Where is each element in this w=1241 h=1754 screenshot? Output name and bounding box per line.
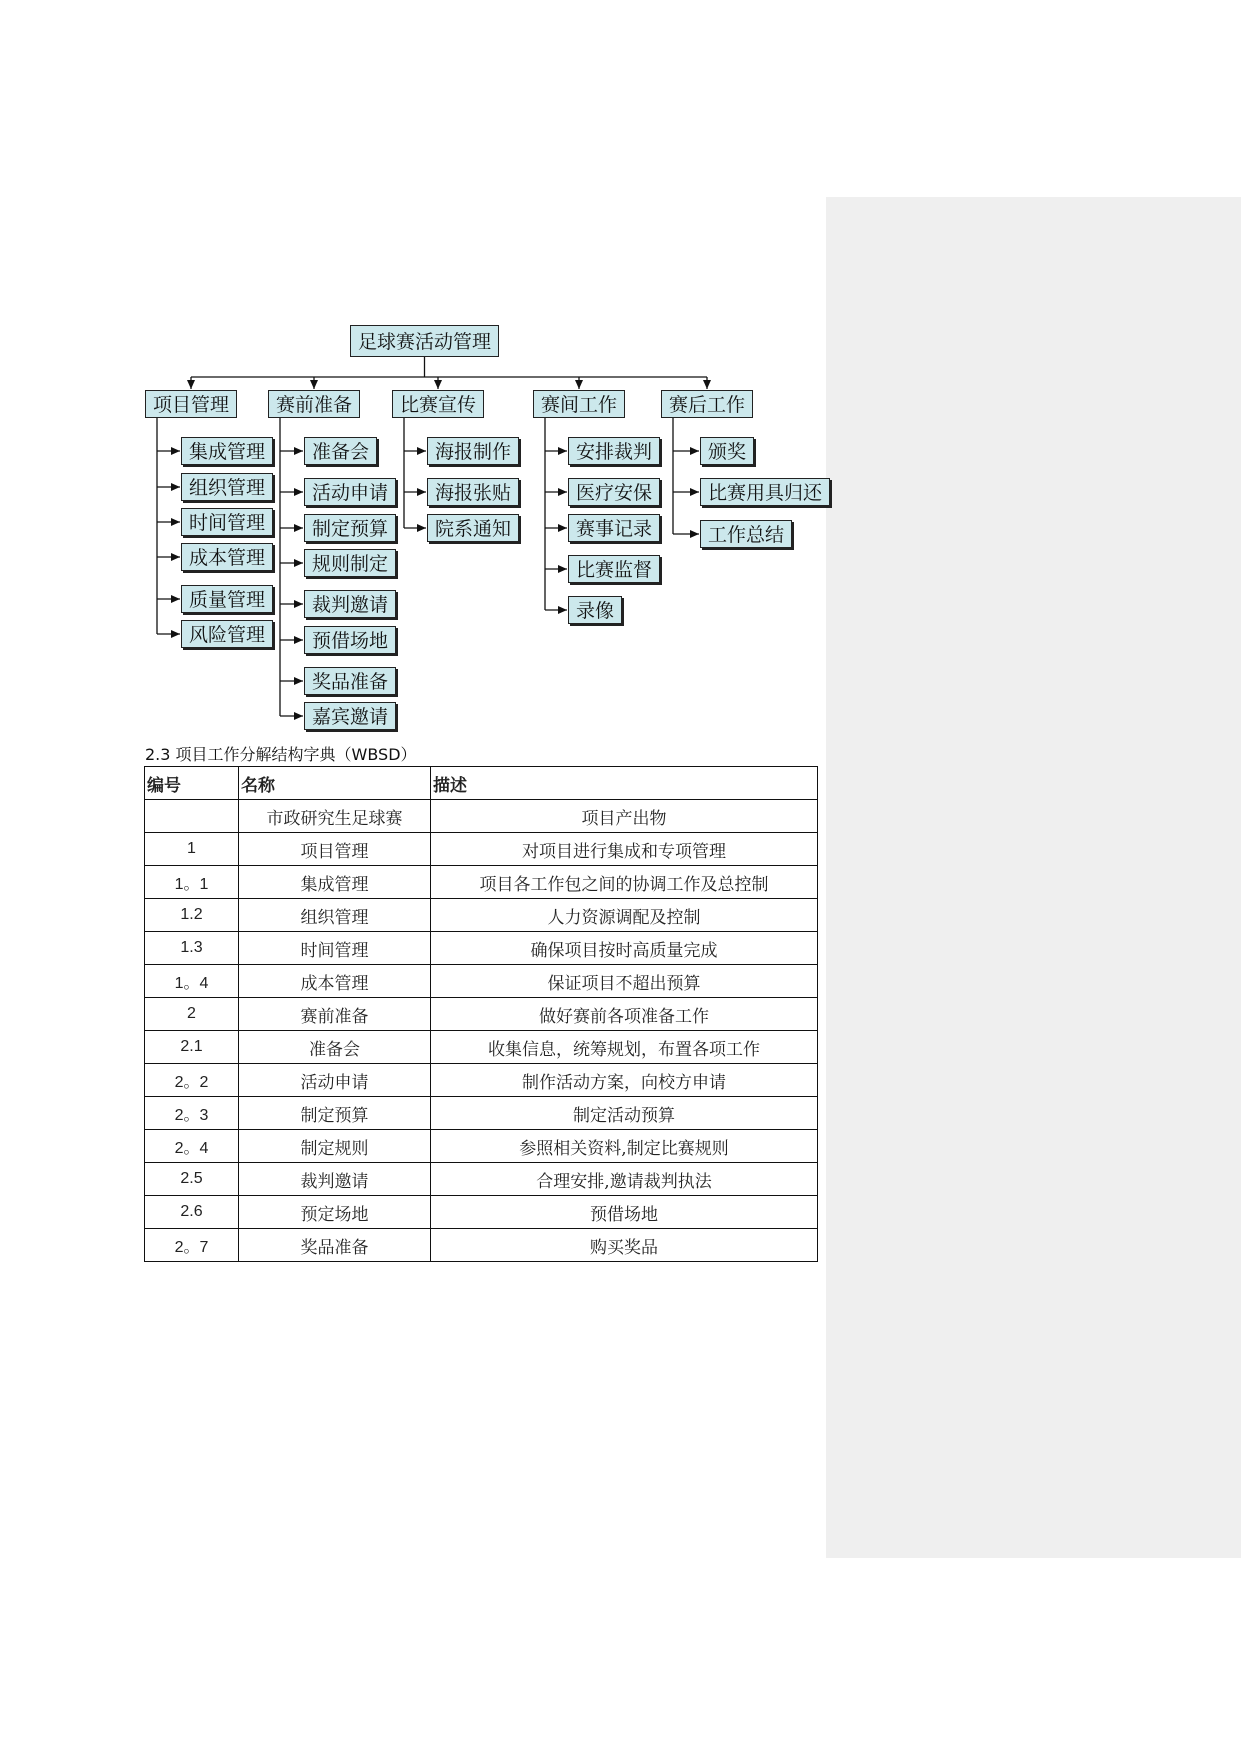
wbs-item-5-3: 工作总结 (700, 520, 792, 548)
wbs-item-4-3: 赛事记录 (568, 514, 660, 542)
table-row (145, 932, 818, 965)
cell-name: 项目管理 (239, 833, 431, 866)
wbs-root: 足球赛活动管理 (350, 325, 499, 357)
cell-id: 2。7 (145, 1229, 239, 1262)
cell-id: 2。2 (145, 1064, 239, 1097)
cell-id: 1。1 (145, 866, 239, 899)
cell-description: 人力资源调配及控制 (431, 899, 818, 932)
column-header-description: 描述 (431, 767, 818, 800)
cell-name: 成本管理 (239, 965, 431, 998)
table-row (145, 1196, 818, 1229)
wbs-item-4-2: 医疗安保 (568, 478, 660, 506)
cell-name: 制定规则 (239, 1130, 431, 1163)
cell-name: 奖品准备 (239, 1229, 431, 1262)
table-row (145, 1130, 818, 1163)
cell-description: 确保项目按时高质量完成 (431, 932, 818, 965)
cell-description: 合理安排,邀请裁判执法 (431, 1163, 818, 1196)
cell-description: 项目产出物 (431, 800, 818, 833)
wbs-item-5-2: 比赛用具归还 (700, 478, 830, 506)
table-row (145, 965, 818, 998)
cell-description: 制作活动方案，向校方申请 (431, 1064, 818, 1097)
cell-id: 2.5 (145, 1163, 239, 1196)
cell-id (145, 800, 239, 833)
wbs-branch-1: 项目管理 (145, 390, 237, 418)
wbs-item-2-2: 活动申请 (304, 478, 396, 506)
wbs-item-2-8: 嘉宾邀请 (304, 702, 396, 730)
wbs-item-4-5: 录像 (568, 596, 622, 624)
wbs-item-2-6: 预借场地 (304, 626, 396, 654)
table-row (145, 1229, 818, 1262)
wbs-item-2-5: 裁判邀请 (304, 590, 396, 618)
cell-id: 1.3 (145, 932, 239, 965)
cell-description: 对项目进行集成和专项管理 (431, 833, 818, 866)
cell-id: 2。3 (145, 1097, 239, 1130)
wbs-branch-4: 赛间工作 (533, 390, 625, 418)
cell-id: 1 (145, 833, 239, 866)
cell-name: 预定场地 (239, 1196, 431, 1229)
cell-name: 市政研究生足球赛 (239, 800, 431, 833)
cell-description: 项目各工作包之间的协调工作及总控制 (431, 866, 818, 899)
cell-name: 制定预算 (239, 1097, 431, 1130)
wbs-item-1-4: 成本管理 (181, 543, 273, 571)
cell-name: 活动申请 (239, 1064, 431, 1097)
wbs-dictionary-table (144, 766, 818, 1262)
cell-name: 准备会 (239, 1031, 431, 1064)
cell-description: 保证项目不超出预算 (431, 965, 818, 998)
table-header-row (145, 767, 818, 800)
cell-name: 组织管理 (239, 899, 431, 932)
table-row (145, 1031, 818, 1064)
wbs-branch-5: 赛后工作 (661, 390, 753, 418)
wbs-branch-3: 比赛宣传 (392, 390, 484, 418)
table-row (145, 866, 818, 899)
cell-description: 制定活动预算 (431, 1097, 818, 1130)
wbs-item-1-5: 质量管理 (181, 585, 273, 613)
cell-description: 参照相关资料,制定比赛规则 (431, 1130, 818, 1163)
table-row (145, 1163, 818, 1196)
wbs-item-4-1: 安排裁判 (568, 437, 660, 465)
wbs-item-1-6: 风险管理 (181, 620, 273, 648)
cell-name: 裁判邀请 (239, 1163, 431, 1196)
cell-name: 集成管理 (239, 866, 431, 899)
wbs-item-4-4: 比赛监督 (568, 555, 660, 583)
column-header-id: 编号 (145, 767, 239, 800)
wbs-item-2-1: 准备会 (304, 437, 377, 465)
wbs-item-3-2: 海报张贴 (427, 478, 519, 506)
wbs-branch-2: 赛前准备 (268, 390, 360, 418)
wbs-item-2-4: 规则制定 (304, 549, 396, 577)
cell-description: 收集信息，统筹规划，布置各项工作 (431, 1031, 818, 1064)
table-row (145, 800, 818, 833)
wbs-item-3-3: 院系通知 (427, 514, 519, 542)
cell-name: 赛前准备 (239, 998, 431, 1031)
column-header-name: 名称 (239, 767, 431, 800)
cell-description: 预借场地 (431, 1196, 818, 1229)
wbs-item-1-1: 集成管理 (181, 437, 273, 465)
table-row (145, 1064, 818, 1097)
cell-description: 做好赛前各项准备工作 (431, 998, 818, 1031)
wbs-item-2-3: 制定预算 (304, 514, 396, 542)
section-title: 2.3 项目工作分解结构字典（WBSD） (145, 745, 417, 764)
wbs-item-5-1: 颁奖 (700, 437, 754, 465)
cell-name: 时间管理 (239, 932, 431, 965)
wbs-item-1-2: 组织管理 (181, 473, 273, 501)
cell-id: 2.1 (145, 1031, 239, 1064)
table-row (145, 833, 818, 866)
wbs-item-2-7: 奖品准备 (304, 667, 396, 695)
cell-description: 购买奖品 (431, 1229, 818, 1262)
cell-id: 2。4 (145, 1130, 239, 1163)
table-row (145, 1097, 818, 1130)
cell-id: 1.2 (145, 899, 239, 932)
table-row (145, 899, 818, 932)
cell-id: 2.6 (145, 1196, 239, 1229)
cell-id: 1。4 (145, 965, 239, 998)
table-row (145, 998, 818, 1031)
wbs-item-1-3: 时间管理 (181, 508, 273, 536)
wbs-item-3-1: 海报制作 (427, 437, 519, 465)
cell-id: 2 (145, 998, 239, 1031)
